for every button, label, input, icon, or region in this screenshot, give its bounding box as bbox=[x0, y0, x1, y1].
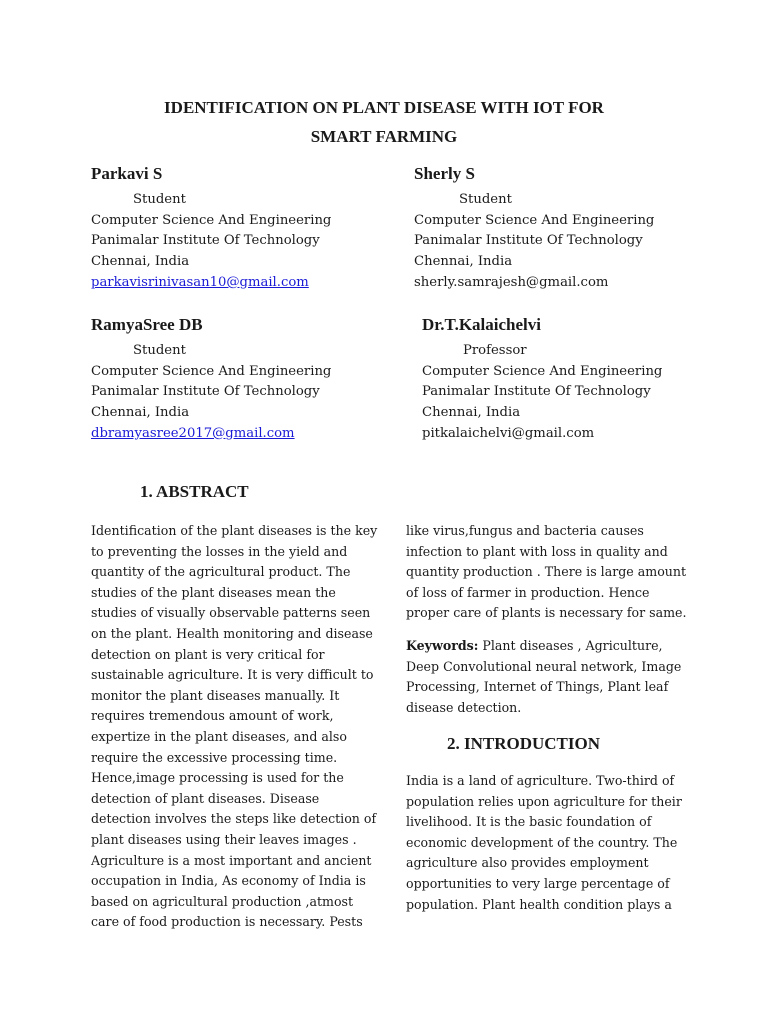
author-location: Chennai, India bbox=[422, 405, 521, 421]
author-department: Computer Science And Engineering bbox=[414, 212, 655, 228]
abstract-heading: 1. ABSTRACT bbox=[140, 482, 249, 501]
abstract-line: require the excessive processing time. bbox=[91, 749, 338, 765]
author-role: Student bbox=[133, 343, 186, 358]
author-institute: Panimalar Institute Of Technology bbox=[414, 233, 643, 249]
author-location: Chennai, India bbox=[414, 254, 513, 270]
abstract-line: expertize in the plant diseases, and also bbox=[91, 728, 347, 744]
abstract-line: occupation in India, As economy of India is bbox=[91, 873, 366, 889]
author-block-2 bbox=[414, 162, 734, 294]
abstract-line: detection involves the steps like detection of bbox=[91, 811, 377, 827]
author-location: Chennai, India bbox=[91, 254, 190, 270]
keywords-line: disease detection. bbox=[406, 699, 522, 715]
author-institute: Panimalar Institute Of Technology bbox=[91, 233, 320, 249]
abstract-line: on the plant. Health monitoring and disease bbox=[91, 625, 373, 641]
author-department: Computer Science And Engineering bbox=[91, 212, 332, 228]
introduction-line: livelihood. It is the basic foundation of bbox=[406, 814, 652, 830]
keywords-line bbox=[406, 636, 680, 657]
introduction-line: economic development of the country. The bbox=[406, 834, 678, 850]
author-block-3 bbox=[91, 313, 411, 445]
introduction-line: population relies upon agriculture for their bbox=[406, 793, 682, 809]
introduction-heading: 2. INTRODUCTION bbox=[447, 734, 601, 753]
author-institute: Panimalar Institute Of Technology bbox=[422, 384, 651, 400]
introduction-line: agriculture also provides employment bbox=[406, 855, 649, 871]
abstract-line: quantity of the agricultural product. The bbox=[91, 564, 351, 580]
keywords-text: Plant diseases , Agriculture, bbox=[478, 638, 663, 653]
author-email: pitkalaichelvi@gmail.com bbox=[422, 425, 595, 441]
introduction-paragraph bbox=[406, 771, 680, 915]
abstract-line: studies of visually observable patterns seen bbox=[91, 605, 371, 621]
author-institute: Panimalar Institute Of Technology bbox=[91, 384, 320, 400]
abstract-line: based on agricultural production ,atmost bbox=[91, 893, 354, 909]
abstract-line: infection to plant with loss in quality and bbox=[406, 543, 668, 559]
author-department: Computer Science And Engineering bbox=[422, 363, 663, 379]
author-location: Chennai, India bbox=[91, 405, 190, 421]
author-role: Student bbox=[133, 192, 186, 207]
author-name: Dr.T.Kalaichelvi bbox=[422, 315, 541, 334]
author-email-link[interactable]: parkavisrinivasan10@gmail.com bbox=[91, 274, 309, 290]
abstract-line: plant diseases using their leaves images . bbox=[91, 831, 357, 847]
abstract-line: Identification of the plant diseases is the key bbox=[91, 523, 378, 538]
introduction-line: opportunities to very large percentage of bbox=[406, 875, 670, 891]
abstract-right-column bbox=[406, 521, 687, 624]
abstract-line: studies of the plant diseases mean the bbox=[91, 584, 336, 600]
abstract-line: care of food production is necessary. Pests bbox=[91, 914, 363, 930]
keywords-line: Processing, Internet of Things, Plant leaf bbox=[406, 679, 669, 695]
abstract-line: like virus,fungus and bacteria causes bbox=[406, 523, 644, 538]
author-role: Student bbox=[459, 192, 512, 207]
abstract-line: to preventing the losses in the yield and bbox=[91, 543, 348, 559]
abstract-line: proper care of plants is necessary for same. bbox=[406, 605, 687, 621]
author-name: Sherly S bbox=[414, 164, 475, 183]
author-email-link[interactable]: dbramyasree2017@gmail.com bbox=[91, 425, 295, 441]
abstract-line: quantity production . There is large amount bbox=[406, 564, 687, 580]
abstract-line: sustainable agriculture. It is very difficult to bbox=[91, 667, 374, 683]
author-role: Professor bbox=[463, 343, 527, 358]
keywords-line: Deep Convolutional neural network, Image bbox=[406, 658, 682, 674]
keywords-paragraph bbox=[406, 636, 680, 718]
abstract-line: monitor the plant diseases manually. It bbox=[91, 687, 340, 703]
abstract-left-column bbox=[91, 521, 378, 933]
keywords-label: Keywords: bbox=[406, 638, 479, 653]
abstract-line: detection of plant diseases. Disease bbox=[91, 790, 320, 806]
paper-title-line-1: IDENTIFICATION ON PLANT DISEASE WITH IOT FOR bbox=[164, 98, 604, 117]
introduction-line: population. Plant health condition plays a bbox=[406, 896, 672, 912]
author-block-4 bbox=[422, 313, 742, 445]
author-name: Parkavi S bbox=[91, 164, 163, 183]
abstract-line: of loss of farmer in production. Hence bbox=[406, 584, 650, 600]
paper-title-line-2: SMART FARMING bbox=[310, 127, 458, 146]
paper-title bbox=[100, 93, 668, 151]
author-department: Computer Science And Engineering bbox=[91, 363, 332, 379]
author-name: RamyaSree DB bbox=[91, 315, 203, 334]
abstract-line: Hence,image processing is used for the bbox=[91, 770, 344, 786]
author-email: sherly.samrajesh@gmail.com bbox=[414, 274, 609, 290]
abstract-line: requires tremendous amount of work, bbox=[91, 708, 334, 724]
introduction-line: India is a land of agriculture. Two-third of bbox=[406, 773, 675, 788]
author-block-1 bbox=[91, 162, 411, 294]
abstract-line: Agriculture is a most important and ancient bbox=[91, 852, 372, 868]
abstract-line: detection on plant is very critical for bbox=[91, 646, 325, 662]
